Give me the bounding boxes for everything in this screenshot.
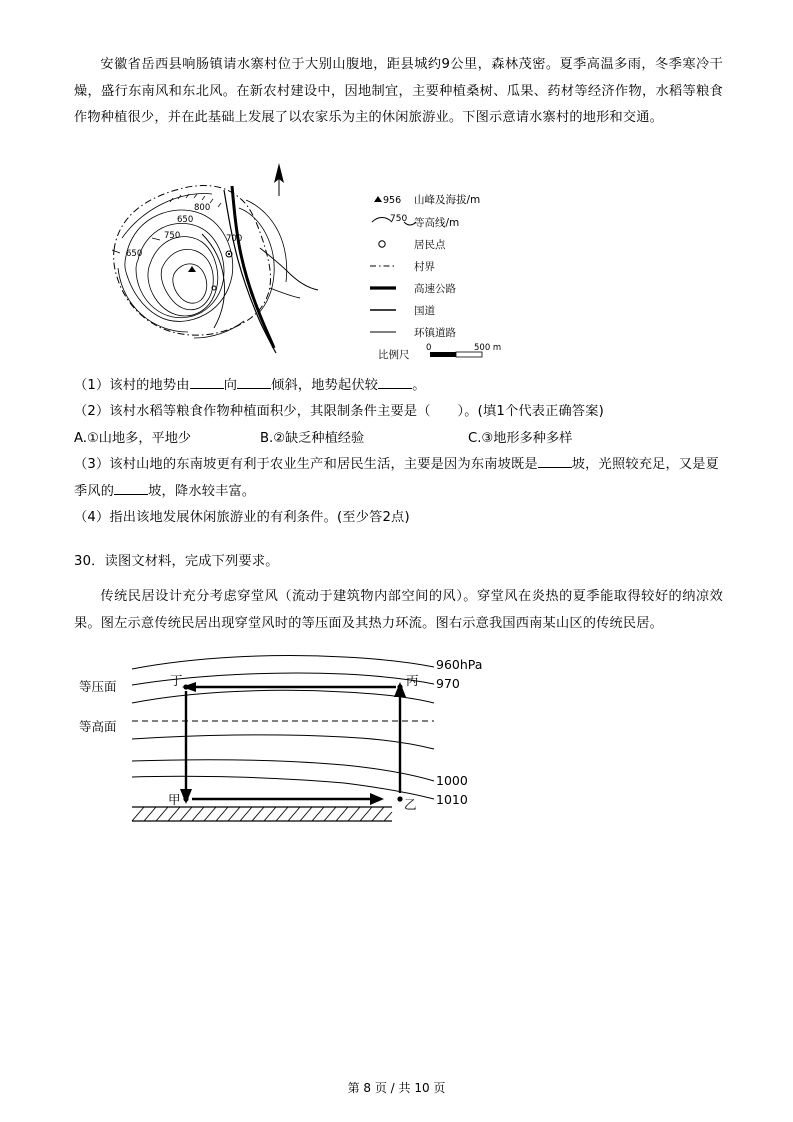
q1-seg3: 倾斜，地势起伏较 [271, 377, 379, 393]
legend-contour-symbol: 750 [390, 213, 408, 224]
q2-prefix: （2） [74, 404, 110, 419]
contour-label-650b: 650 [126, 248, 143, 259]
label-point-yi: 乙 [404, 797, 417, 812]
label-isoheight-surface: 等高面 [79, 719, 117, 734]
label-point-bing: 丙 [406, 673, 419, 688]
option-c: C.③地形多种多样 [468, 430, 573, 446]
legend-settlement-label: 居民点 [414, 238, 446, 251]
legend-peak-label: 山峰及海拔/m [414, 193, 481, 206]
contour-label-750: 750 [164, 230, 181, 241]
q4-prefix: （4） [74, 510, 110, 525]
ground-surface [132, 807, 392, 821]
q2-text: 该村水稻等粮食作物种植面积少，其限制条件主要是（ ）。(填1个代表正确答案) [109, 404, 605, 419]
legend-peak-icon [374, 196, 382, 202]
question-2-options [74, 426, 723, 453]
scale-value: 500 m [474, 342, 502, 353]
scale-label: 比例尺 [378, 348, 410, 361]
legend-expressway-label: 高速公路 [414, 282, 456, 295]
peak-marker [188, 266, 196, 272]
label-970: 970 [436, 676, 460, 691]
legend-boundary-label: 村界 [414, 260, 435, 273]
q3-seg1: 该村山地的东南坡更有利于农业生产和居民生活，主要是因为东南坡既是 [109, 457, 538, 472]
question-30-heading: 30．读图文材料，完成下列要求。 [74, 553, 279, 569]
label-1010: 1010 [436, 792, 468, 807]
q3-blank-1 [538, 467, 572, 468]
contour-label-800: 800 [194, 202, 211, 213]
legend-settlement-icon [379, 240, 385, 246]
q1-blank-1 [190, 388, 224, 389]
question-2 [74, 399, 723, 426]
q3-seg3: 坡，降水较丰富。 [148, 483, 256, 499]
map-figure [74, 138, 723, 373]
question-1 [74, 373, 723, 400]
page-footer: 第 8 页 / 共 10 页 [347, 1081, 446, 1095]
q1-seg4: 。 [412, 377, 426, 393]
legend-national-road-label: 国道 [414, 304, 435, 317]
legend-contour-icon [372, 217, 392, 222]
passage-2: 传统民居设计充分考虑穿堂风（流动于建筑物内部空间的风）。穿堂风在炎热的夏季能取得较好的纳凉效果。图左示意传统民居出现穿堂风时的等压面及其热力环流。图右示意我国西南某山区的传统民居。 [74, 589, 723, 631]
thermal-circulation-figure [74, 641, 723, 841]
contour-label-650a: 650 [177, 214, 194, 225]
village-boundary [114, 185, 271, 335]
q4-text: 指出该地发展休闲旅游业的有利条件。(至少答2点) [109, 510, 410, 525]
map-legend [370, 193, 501, 361]
label-1000: 1000 [436, 773, 468, 788]
contour-label-700: 700 [226, 233, 243, 244]
scale-zero: 0 [426, 342, 432, 353]
label-point-jia: 甲 [168, 792, 181, 807]
expressway [232, 186, 274, 348]
diagram-points [183, 684, 402, 801]
q1-seg1: 该村的地势由 [109, 377, 190, 393]
q1-prefix: （1） [74, 377, 110, 393]
q1-blank-2 [237, 388, 271, 389]
north-arrow-icon [274, 163, 284, 196]
scale-bar-dark [430, 352, 456, 357]
q1-seg2: 向 [223, 377, 238, 393]
label-point-ding: 丁 [170, 673, 183, 688]
option-b: B.②缺乏种植经验 [260, 430, 365, 446]
legend-peak-symbol: 956 [383, 194, 402, 206]
q1-blank-3 [378, 388, 412, 389]
label-960hpa: 960hPa [436, 657, 483, 672]
legend-ring-road-label: 环镇道路 [414, 326, 456, 339]
question-4 [74, 505, 723, 532]
q3-blank-2 [114, 494, 148, 495]
label-isobar-surface: 等压面 [79, 679, 117, 694]
contour-labels [126, 203, 242, 259]
passage-1: 安徽省岳西县响肠镇请水寨村位于大别山腹地，距县城约9公里，森林茂密。夏季高温多雨，冬季寒冷干燥，盛行东南风和东北风。在新农村建设中，因地制宜，主要种植桑树、瓜果、药材等经济作物，水稻等粮食作物种植很少，并在此基础上发展了以农家乐为主的休闲旅游业。下图示意请水寨村的地形和交通。 [74, 57, 723, 125]
q3-seg2: 坡，光照较充足，又是夏季风的 [74, 457, 720, 499]
option-a: A.①山地多，平地少 [74, 430, 192, 446]
question-3 [74, 452, 723, 505]
q3-prefix: （3） [74, 457, 110, 472]
legend-contour-label: 等高线/m [414, 216, 460, 229]
